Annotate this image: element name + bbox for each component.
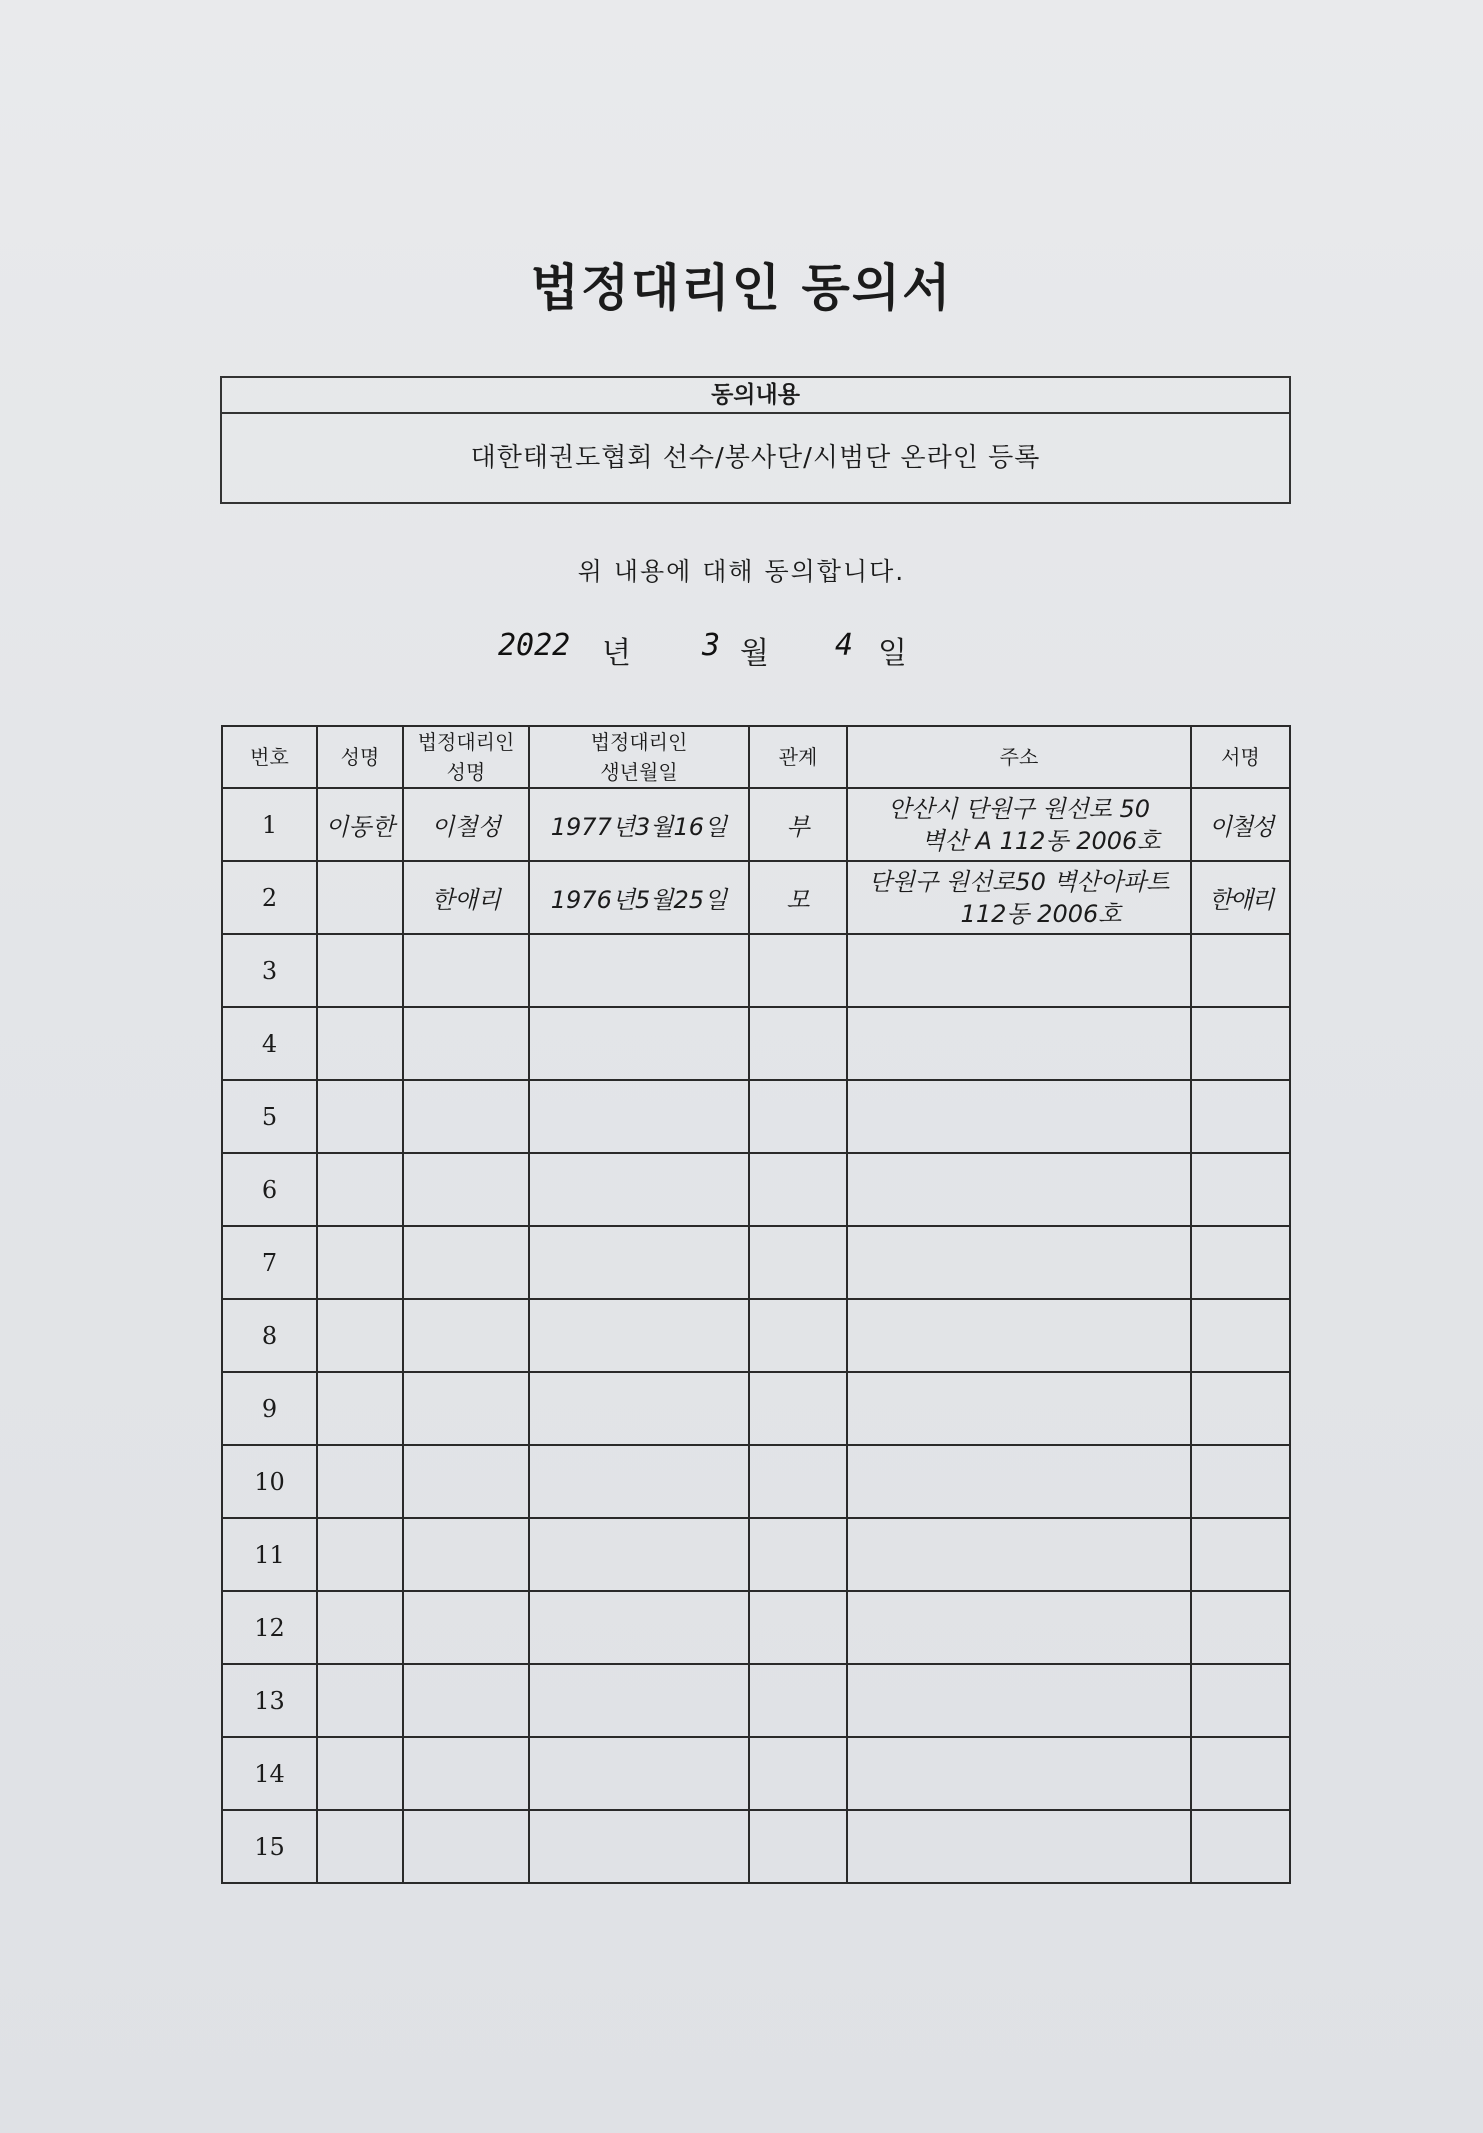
row-signature [1191, 1591, 1290, 1664]
row-address [847, 1810, 1191, 1883]
table-row [222, 1372, 1290, 1445]
row-number: 4 [222, 1007, 317, 1080]
row-guardian-name [403, 1810, 529, 1883]
row-guardian-birth [529, 1080, 749, 1153]
row-relation [749, 1737, 847, 1810]
row-name [317, 1153, 403, 1226]
table-row [222, 1226, 1290, 1299]
row-signature [1191, 1153, 1290, 1226]
date-year: 2022 [498, 628, 571, 663]
row-guardian-birth [529, 1664, 749, 1737]
row-address [847, 1226, 1191, 1299]
row-guardian-name: 이철성 [403, 788, 529, 861]
row-guardian-name [403, 1153, 529, 1226]
row-signature [1191, 934, 1290, 1007]
row-address-line1: 안산시 단원구 원선로 50 [887, 794, 1151, 823]
row-address [847, 1080, 1191, 1153]
row-guardian-birth [529, 1518, 749, 1591]
row-relation [749, 1372, 847, 1445]
consent-box [220, 376, 1291, 504]
header-name: 성명 [317, 726, 403, 788]
row-name [317, 1226, 403, 1299]
row-number: 10 [222, 1445, 317, 1518]
page-title: 법정대리인 동의서 [530, 259, 953, 317]
date-day: 4 [835, 628, 854, 663]
header-guardian-birth-line2: 생년월일 [600, 760, 678, 784]
row-guardian-birth [529, 1226, 749, 1299]
table-row [222, 1591, 1290, 1664]
row-guardian-name [403, 934, 529, 1007]
header-guardian-birth [529, 726, 749, 788]
row-address-line1: 단원구 원선로50 벽산아파트 [868, 867, 1170, 896]
row-guardian-name [403, 1518, 529, 1591]
header-signature: 서명 [1191, 726, 1290, 788]
row-address [847, 1737, 1191, 1810]
row-relation [749, 1226, 847, 1299]
row-signature [1191, 1372, 1290, 1445]
row-guardian-name [403, 1226, 529, 1299]
row-number: 13 [222, 1664, 317, 1737]
registration-table [221, 725, 1291, 1884]
row-address [847, 1153, 1191, 1226]
row-guardian-birth [529, 1299, 749, 1372]
row-signature: 한애리 [1191, 861, 1290, 934]
table-row [222, 1299, 1290, 1372]
row-relation [749, 1153, 847, 1226]
row-signature [1191, 1299, 1290, 1372]
row-guardian-name [403, 1372, 529, 1445]
row-address [847, 1007, 1191, 1080]
row-name [317, 1299, 403, 1372]
row-number: 7 [222, 1226, 317, 1299]
row-address [847, 1518, 1191, 1591]
row-signature [1191, 1007, 1290, 1080]
row-number: 15 [222, 1810, 317, 1883]
agreement-text: 위 내용에 대해 동의합니다. [577, 557, 906, 586]
row-address [847, 861, 1191, 934]
row-signature [1191, 1737, 1290, 1810]
row-guardian-birth [529, 1445, 749, 1518]
row-guardian-name [403, 1445, 529, 1518]
table-row [222, 1664, 1290, 1737]
table-row [222, 1007, 1290, 1080]
row-guardian-birth [529, 1153, 749, 1226]
row-address [847, 934, 1191, 1007]
row-number: 1 [222, 788, 317, 861]
row-guardian-name [403, 1080, 529, 1153]
table-row [222, 1153, 1290, 1226]
row-signature [1191, 1518, 1290, 1591]
date-line [0, 628, 1483, 678]
date-month-unit: 월 [740, 636, 769, 671]
row-signature: 이철성 [1191, 788, 1290, 861]
row-number: 5 [222, 1080, 317, 1153]
table-row [222, 788, 1290, 861]
row-name [317, 1664, 403, 1737]
row-number: 11 [222, 1518, 317, 1591]
row-number: 12 [222, 1591, 317, 1664]
row-address [847, 1372, 1191, 1445]
row-guardian-birth [529, 1810, 749, 1883]
row-address-line2: 112동 2006호 [960, 899, 1122, 928]
consent-header: 동의내용 [222, 378, 1289, 414]
date-month: 3 [702, 628, 721, 663]
row-number: 6 [222, 1153, 317, 1226]
row-guardian-name [403, 1591, 529, 1664]
row-guardian-birth [529, 1591, 749, 1664]
row-relation [749, 934, 847, 1007]
row-relation [749, 1810, 847, 1883]
date-day-unit: 일 [878, 636, 907, 671]
header-guardian-name-line1: 법정대리인 [417, 730, 515, 754]
consent-body: 대한태권도협회 선수/봉사단/시범단 온라인 등록 [470, 443, 1041, 473]
table-row [222, 1445, 1290, 1518]
table-row [222, 1080, 1290, 1153]
row-number: 14 [222, 1737, 317, 1810]
header-guardian-birth-line1: 법정대리인 [590, 730, 688, 754]
row-relation [749, 1591, 847, 1664]
row-name [317, 1518, 403, 1591]
row-relation [749, 1299, 847, 1372]
row-guardian-birth [529, 934, 749, 1007]
header-relation: 관계 [749, 726, 847, 788]
row-guardian-name [403, 1007, 529, 1080]
row-name [317, 1445, 403, 1518]
row-address [847, 1299, 1191, 1372]
row-signature [1191, 1810, 1290, 1883]
row-signature [1191, 1664, 1290, 1737]
row-guardian-name: 한애리 [403, 861, 529, 934]
table-row [222, 1518, 1290, 1591]
row-number: 3 [222, 934, 317, 1007]
row-name [317, 934, 403, 1007]
table-row [222, 861, 1290, 934]
table-header-row [222, 726, 1290, 788]
row-guardian-name [403, 1299, 529, 1372]
table-row [222, 1737, 1290, 1810]
row-name [317, 1737, 403, 1810]
row-address [847, 788, 1191, 861]
row-relation [749, 1664, 847, 1737]
row-name [317, 861, 403, 934]
row-name [317, 1810, 403, 1883]
header-address: 주소 [847, 726, 1191, 788]
row-number: 8 [222, 1299, 317, 1372]
row-signature [1191, 1445, 1290, 1518]
row-address [847, 1591, 1191, 1664]
row-relation: 모 [749, 861, 847, 934]
row-name [317, 1372, 403, 1445]
row-guardian-birth: 1976년5월25일 [529, 861, 749, 934]
row-guardian-birth [529, 1737, 749, 1810]
row-guardian-name [403, 1664, 529, 1737]
row-relation [749, 1518, 847, 1591]
row-address [847, 1664, 1191, 1737]
date-year-unit: 년 [602, 636, 631, 671]
row-name [317, 1591, 403, 1664]
row-address-line2: 벽산 A 112동 2006호 [921, 826, 1161, 855]
table-row [222, 934, 1290, 1007]
row-name: 이동한 [317, 788, 403, 861]
row-number: 2 [222, 861, 317, 934]
row-signature [1191, 1226, 1290, 1299]
header-guardian-name-line2: 성명 [446, 760, 486, 784]
table-row [222, 1810, 1290, 1883]
row-guardian-birth [529, 1007, 749, 1080]
row-address [847, 1445, 1191, 1518]
row-relation: 부 [749, 788, 847, 861]
row-relation [749, 1080, 847, 1153]
row-guardian-birth [529, 1372, 749, 1445]
header-number: 번호 [222, 726, 317, 788]
row-signature [1191, 1080, 1290, 1153]
row-guardian-name [403, 1737, 529, 1810]
row-name [317, 1080, 403, 1153]
row-relation [749, 1007, 847, 1080]
header-guardian-name [403, 726, 529, 788]
row-relation [749, 1445, 847, 1518]
row-name [317, 1007, 403, 1080]
row-number: 9 [222, 1372, 317, 1445]
row-guardian-birth: 1977년3월16일 [529, 788, 749, 861]
